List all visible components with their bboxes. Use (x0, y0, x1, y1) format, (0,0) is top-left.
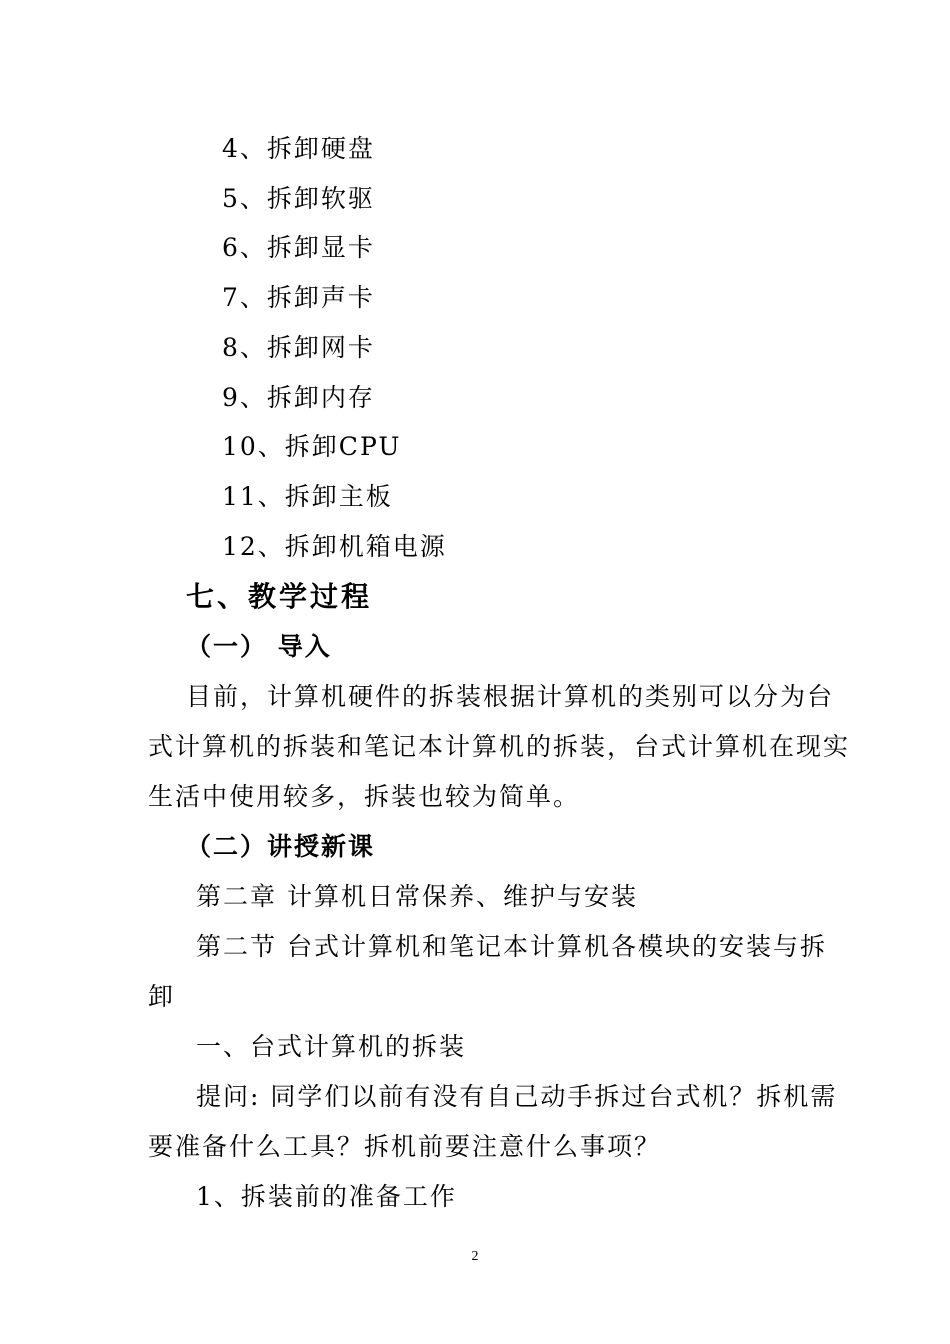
paragraph-line: 式计算机的拆装和笔记本计算机的拆装，台式计算机在现实 (148, 732, 851, 761)
section-line-continued: 卸 (148, 982, 176, 1011)
list-item: 11、拆卸主板 (222, 482, 393, 511)
section-line: 第二节 台式计算机和笔记本计算机各模块的安装与拆 (196, 932, 827, 961)
list-item: 4、拆卸硬盘 (222, 134, 375, 163)
paragraph-line: 生活中使用较多，拆装也较为简单。 (148, 782, 581, 811)
list-item: 9、拆卸内存 (222, 383, 375, 412)
step-line: 1、拆装前的准备工作 (196, 1182, 457, 1211)
list-item: 7、拆卸声卡 (222, 283, 375, 312)
list-item: 6、拆卸显卡 (222, 233, 375, 262)
question-line-continued: 要准备什么工具？拆机前要注意什么事项？ (148, 1132, 662, 1161)
section-heading: 七、教学过程 (186, 580, 373, 613)
sub-heading-intro: （一） 导入 (186, 632, 332, 661)
chapter-line: 第二章 计算机日常保养、维护与安装 (196, 882, 638, 911)
question-line: 提问: 同学们以前有没有自己动手拆过台式机？拆机需 (196, 1082, 838, 1111)
paragraph-line: 目前，计算机硬件的拆装根据计算机的类别可以分为台 (186, 682, 835, 711)
page-number: 2 (471, 1249, 479, 1264)
sub-heading-new-lesson: （二）讲授新课 (186, 832, 376, 861)
topic-line: 一、台式计算机的拆装 (196, 1032, 467, 1061)
list-item: 12、拆卸机箱电源 (222, 532, 447, 561)
list-item: 10、拆卸CPU (222, 432, 402, 461)
list-item: 5、拆卸软驱 (222, 184, 375, 213)
list-item: 8、拆卸网卡 (222, 333, 375, 362)
